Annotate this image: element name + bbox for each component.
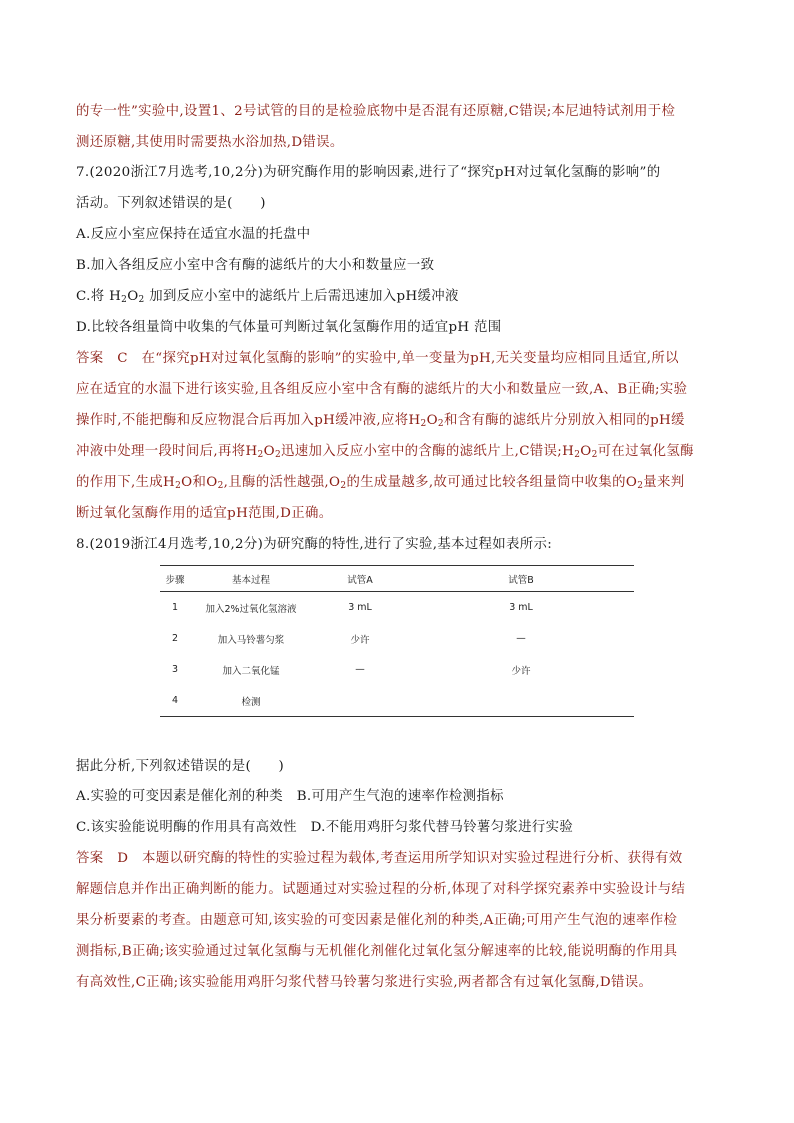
q8-answer-line-4: 测指标,B正确;该实验通过过氧化氢酶与无机催化剂催化过氧化氢分解速率的比较,能说明酶的作用具 [76,944,678,959]
q7-answer-line-2: 应在适宜的水温下进行该实验,且各组反应小室中含有酶的滤纸片的大小和数量应一致,A、B正确;实验 [76,382,688,397]
intro-line-2: 测还原糖,其使用时需要热水浴加热,D错误。 [76,135,344,150]
q7-answer-line-6: 断过氧化氢酶作用的适宜pH范围,D正确。 [76,506,333,521]
table-header-cell: 试管B [408,566,634,592]
table-cell: 1 [171,602,179,613]
table-row [160,685,634,717]
table-cell [312,685,408,717]
q8-options-cd: C.该实验能说明酶的作用具有高效性 D.不能用鸡肝匀浆代替马铃薯匀浆进行实验 [76,820,574,835]
table-cell: 加入马铃薯匀浆 [217,634,285,646]
table-cell: 加入二氧化锰 [222,665,280,677]
table-cell: 4 [160,685,190,717]
q7-option-a: A.反应小室应保持在适宜水温的托盘中 [76,227,311,242]
table-cell: 少许 [511,665,531,677]
q7-stem-line-1: 7.(2020浙江7月选考,10,2分)为研究酶作用的影响因素,进行了“探究pH对过氧化氢酶的影响”的 [76,165,661,180]
q8-answer-line-2: 解题信息并作出正确判断的能力。试题通过对实验过程的分析,体现了对科学探究素养中实验设计与结 [76,882,686,897]
q8-answer-line-1: 答案 D 本题以研究酶的特性的实验过程为载体,考查运用所学知识对实验过程进行分析、获得有效 [76,851,683,866]
table-cell: 加入2%过氧化氢溶液 [205,603,297,615]
q7-answer-line-4: 冲液中处理一段时间后,再将$H_2O_2$迅速加入反应小室中的含酶的滤纸片上,C错误$;H_2O_2$可在过氧化氢酶 [76,444,694,460]
q7-answer-line-5: 的作用下,生成$H_2O$和$O_2$,且酶的活性越强$,O_2$的生成量越多,故可通过比较各组量筒中收集的$O_2$量来判 [76,475,685,491]
table-cell [408,685,634,717]
q7-option-b: B.加入各组反应小室中含有酶的滤纸片的大小和数量应一致 [76,258,435,273]
q8-stem: 8.(2019浙江4月选考,10,2分)为研究酶的特性,进行了实验,基本过程如表所示: [76,537,553,552]
q8-answer-line-5: 有高效性,C正确;该实验能用鸡肝匀浆代替马铃薯匀浆进行实验,两者都含有过氧化氢酶,D错误。 [76,975,653,990]
q7-option-d: D.比较各组量筒中收集的气体量可判断过氧化氢酶作用的适宜pH 范围 [76,320,502,335]
q7-stem-line-2: 活动。下列叙述错误的是( ) [76,196,266,211]
table-cell: 2 [171,633,179,644]
table-cell: 3 [171,664,179,675]
table-cell: — [516,633,526,644]
experiment-table [160,565,634,717]
table-row [160,592,634,624]
table-row [160,654,634,685]
table-header-row [160,566,634,592]
q8-options-ab: A.实验的可变因素是催化剂的种类 B.可用产生气泡的速率作检测指标 [76,789,504,804]
q7-answer-line-3: 操作时,不能把酶和反应物混合后再加入pH缓冲液,应将$H_2O_2$和含有酶的滤纸片分别放入相同的pH缓 [76,413,685,429]
table-cell: 3 mL [348,602,372,613]
table-cell: 3 mL [509,602,533,613]
table-cell: — [355,664,365,675]
q7-answer-line-1: 答案 C 在“探究pH对过氧化氢酶的影响”的实验中,单一变量为pH,无关变量均应相同且适宜,所以 [76,351,679,366]
q8-question: 据此分析,下列叙述错误的是( ) [76,759,285,774]
table-row [160,623,634,654]
q8-answer-line-3: 果分析要素的考查。由题意可知,该实验的可变因素是催化剂的种类,A正确;可用产生气泡的速率作检 [76,913,678,928]
table-cell: 少许 [350,634,370,646]
q8-answer-label: 答案 D [76,851,129,866]
table-header-cell: 基本过程 [190,566,312,592]
table-header-cell: 步骤 [160,566,190,592]
q7-option-c: C.将 $H_2O_2$ 加到反应小室中的滤纸片上后需迅速加入pH缓冲液 [76,289,459,305]
table-header-cell: 试管A [312,566,408,592]
intro-line-1: 的专一性”实验中,设置1、2号试管的目的是检验底物中是否混有还原糖,C错误;本尼迪特试剂用于检 [76,104,676,119]
q7-answer-label: 答案 C [76,351,128,366]
table-cell: 检测 [190,685,312,717]
